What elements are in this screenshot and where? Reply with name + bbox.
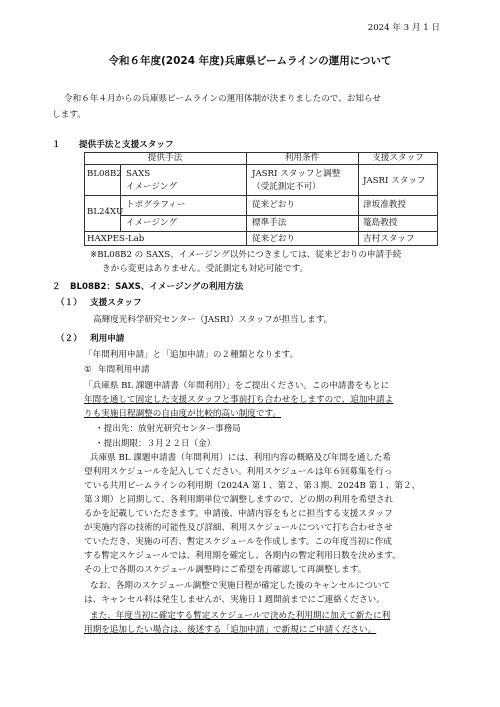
- section-1-heading: 提供手法と支援スタッフ: [79, 140, 174, 150]
- table-header-method: 提供手法: [147, 153, 183, 163]
- paragraph-2-line: 第３期）と同期して、各利用期単位で調整しますので、どの期の利用を希望され: [84, 495, 394, 505]
- document-title: 令和６年度(2024 年度)兵庫県ビームラインの運用について: [108, 55, 392, 67]
- paragraph-3-line-1: なお、各期のスケジュール調整で実施日程が確定した後のキャンセルについて: [90, 581, 391, 591]
- table-cell-staff: 吉村スタッフ: [363, 234, 415, 244]
- item-1-label: ①: [84, 365, 92, 375]
- table-cell-method: トポグラフィー: [126, 200, 186, 210]
- subsection-2-text: 「年間利用申請」と「追加申請」の２種類となります。: [84, 350, 299, 360]
- service-table: [84, 152, 438, 246]
- intro-line-2: します。: [52, 110, 86, 120]
- table-note-line-2: きから変更はありません。受託測定も対応可能です。: [102, 264, 309, 274]
- paragraph-4-line-2: 用期を追加したい場合は、後述する「追加申請」で新規にご申請ください。: [84, 625, 377, 635]
- subsection-1-title: 支援スタッフ: [90, 298, 142, 308]
- document-date: 2024 年 3 月 1 日: [367, 23, 440, 33]
- intro-line-1: 令和６年４月からの兵庫県ビームラインの運用体制が決まりましたので、お知らせ: [64, 94, 381, 104]
- table-cell-method: イメージング: [126, 218, 177, 228]
- table-cell-condition: 標準手法: [252, 218, 287, 228]
- table-cell-beamline: HAXPES-Lab: [87, 234, 145, 244]
- paragraph-3-line-2: は、キャンセル料は発生しませんが、実施日１週間前までにご連絡ください。: [84, 595, 385, 605]
- subsection-1-text: 高輝度光科学研究センター（JASRI）スタッフが担当します。: [93, 315, 333, 325]
- table-cell-method: イメージング: [126, 182, 177, 192]
- paragraph-2-line: 望利用スケジュールを記入してください。利用スケジュールは年６回募集を行っ: [84, 467, 393, 477]
- bullet-deadline: ・提出期限：３月２２日（金）: [95, 439, 216, 449]
- section-2-heading: BL08B2：SAXS、イメージングの利用方法: [70, 282, 244, 292]
- paragraph-2-line: その上で各期のスケジュール調整時にご希望を再確認して再調整します。: [84, 565, 367, 575]
- subsection-2-label: （２）: [56, 334, 82, 344]
- table-cell-beamline: BL24XU: [87, 207, 124, 217]
- table-cell-staff: JASRI スタッフ: [363, 176, 426, 186]
- table-header-staff: 支援スタッフ: [372, 153, 424, 163]
- paragraph-2-line: るかを記載していただきます。申請後、申請内容をもとに担当する支援スタッフ: [84, 509, 393, 519]
- subsection-1-label: （１）: [56, 298, 82, 308]
- bullet-submit-to: ・提出先：放射光研究センター事務局: [95, 424, 241, 434]
- paragraph-1-line-3: りも実施日程調整の自由度が比較的高い制度です。: [84, 409, 281, 419]
- table-cell-condition: （受託測定不可）: [252, 182, 321, 192]
- paragraph-2-line: が実施内容の技術的可能性及び詳細、利用スケジュールについて打ち合わせさせ: [84, 523, 393, 533]
- table-note-line-1: ※BL08B2 の SAXS、イメージング以外につきましては、従来どおりの申請手続: [90, 250, 402, 260]
- table-cell-condition: 従来どおり: [252, 200, 295, 210]
- paragraph-4-line-1: また、年度当初に確定する暫定スケジュールで決めた利用期に加えて新たに利: [90, 611, 391, 621]
- table-cell-staff: 篭島教授: [363, 218, 398, 228]
- table-cell-condition: 従来どおり: [252, 234, 295, 244]
- section-2-number: ２: [52, 282, 61, 292]
- paragraph-2-line: ていただき、実施の可否、暫定スケジュールを作成します。この年度当初に作成: [84, 537, 392, 547]
- subsection-2-title: 利用申請: [90, 334, 125, 344]
- table-cell-beamline: BL08B2: [87, 169, 122, 179]
- paragraph-1-line-1: 「兵庫県 BL 課題申請書（年間利用）」をご提出ください。この申請書をもとに: [84, 381, 390, 391]
- table-cell-staff: 津坂准教授: [363, 200, 406, 210]
- item-1-title: 年間利用申請: [98, 365, 150, 375]
- paragraph-2-line: 兵庫県 BL 課題申請書（年間利用）には、利用内容の概略及び年間を通した希: [90, 453, 392, 463]
- table-cell-method: SAXS: [126, 169, 151, 179]
- table-header-condition: 利用条件: [284, 153, 320, 163]
- table-cell-condition: JASRI スタッフと調整: [252, 169, 341, 179]
- section-1-number: １: [52, 140, 61, 150]
- paragraph-2-line: ている共用ビームラインの利用期（2024A 第１、第２、第３期、2024B 第１、第２、: [84, 481, 421, 491]
- paragraph-2-line: する暫定スケジュールでは、利用期を確定し、各期内の暫定利用日数を決めます。: [84, 551, 401, 561]
- paragraph-1-line-2: 年間を通して固定した支援スタッフと事前打ち合わせをしますので、追加申請よ: [84, 395, 394, 405]
